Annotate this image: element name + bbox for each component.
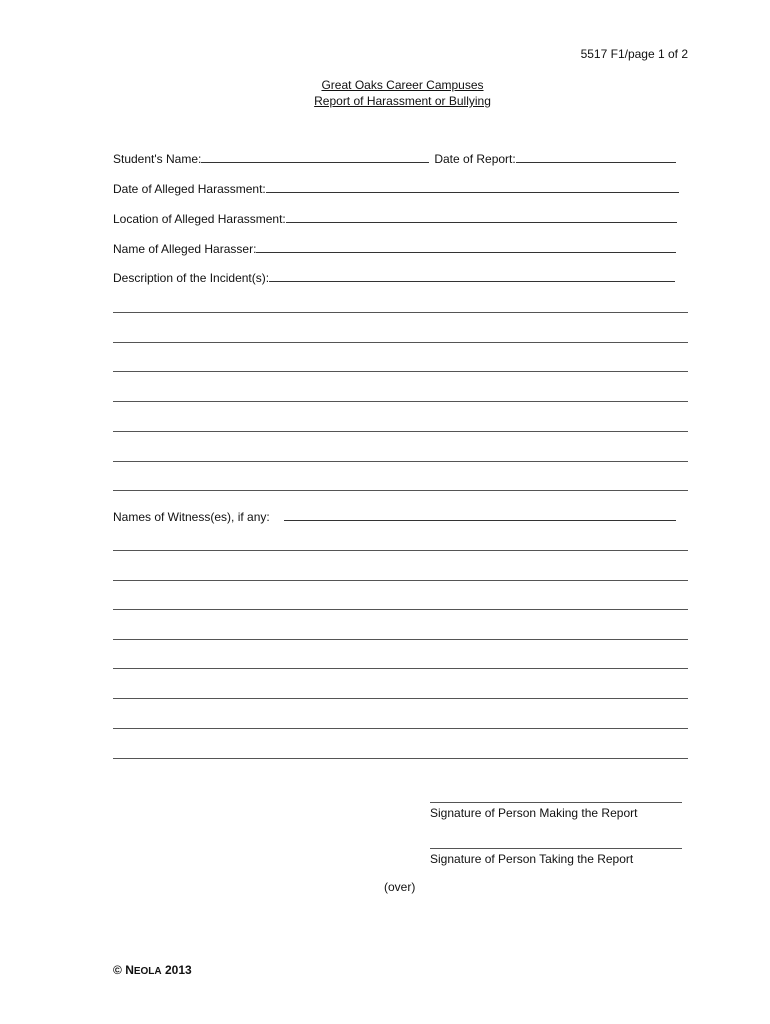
organization-name: Great Oaks Career Campuses xyxy=(321,78,484,92)
location-field[interactable] xyxy=(286,211,677,223)
witness-line[interactable] xyxy=(113,758,688,759)
description-line[interactable] xyxy=(113,342,688,343)
description-label: Description of the Incident(s): xyxy=(113,271,270,285)
taker-signature-line[interactable] xyxy=(430,848,682,849)
taker-signature-label: Signature of Person Taking the Report xyxy=(430,852,634,866)
form-code: 5517 F1/page 1 of 2 xyxy=(580,47,688,61)
date-alleged-label: Date of Alleged Harassment: xyxy=(113,182,266,196)
maker-signature-line[interactable] xyxy=(430,802,682,803)
copyright-year: 2013 xyxy=(164,963,192,977)
harasser-row xyxy=(113,241,676,256)
location-row xyxy=(113,211,677,226)
harasser-label: Name of Alleged Harasser: xyxy=(113,242,257,256)
copyright-brand xyxy=(125,963,161,977)
witness-line[interactable] xyxy=(113,639,688,640)
witness-line[interactable] xyxy=(113,668,688,669)
description-line[interactable] xyxy=(113,431,688,432)
student-name-field[interactable] xyxy=(201,151,429,163)
description-line[interactable] xyxy=(113,461,688,462)
location-label: Location of Alleged Harassment: xyxy=(113,212,286,226)
copyright-brand-rest: EOLA xyxy=(133,966,162,977)
maker-signature-label: Signature of Person Making the Report xyxy=(430,806,638,820)
student-name-row xyxy=(113,151,676,166)
form-title: Report of Harassment or Bullying xyxy=(314,94,491,108)
witness-line[interactable] xyxy=(113,580,688,581)
witness-line[interactable] xyxy=(113,609,688,610)
date-of-report-label: Date of Report: xyxy=(434,152,516,166)
student-name-label: Student's Name: xyxy=(113,152,202,166)
copyright-notice xyxy=(113,963,192,977)
description-line[interactable] xyxy=(113,371,688,372)
harasser-field[interactable] xyxy=(256,241,676,253)
copyright-symbol: © xyxy=(113,963,122,977)
description-line[interactable] xyxy=(113,490,688,491)
description-line[interactable] xyxy=(113,312,688,313)
date-alleged-row xyxy=(113,181,679,196)
copyright-brand-initial: N xyxy=(125,963,134,977)
witness-label: Names of Witness(es), if any: xyxy=(113,510,270,524)
description-line[interactable] xyxy=(113,401,688,402)
witness-line[interactable] xyxy=(113,698,688,699)
witness-line[interactable] xyxy=(113,550,688,551)
witness-line[interactable] xyxy=(113,728,688,729)
witness-field[interactable] xyxy=(284,509,676,521)
description-field[interactable] xyxy=(269,270,675,282)
date-alleged-field[interactable] xyxy=(266,181,679,193)
description-row xyxy=(113,270,675,285)
witness-row xyxy=(113,509,676,524)
over-note: (over) xyxy=(384,880,416,894)
date-of-report-field[interactable] xyxy=(516,151,676,163)
